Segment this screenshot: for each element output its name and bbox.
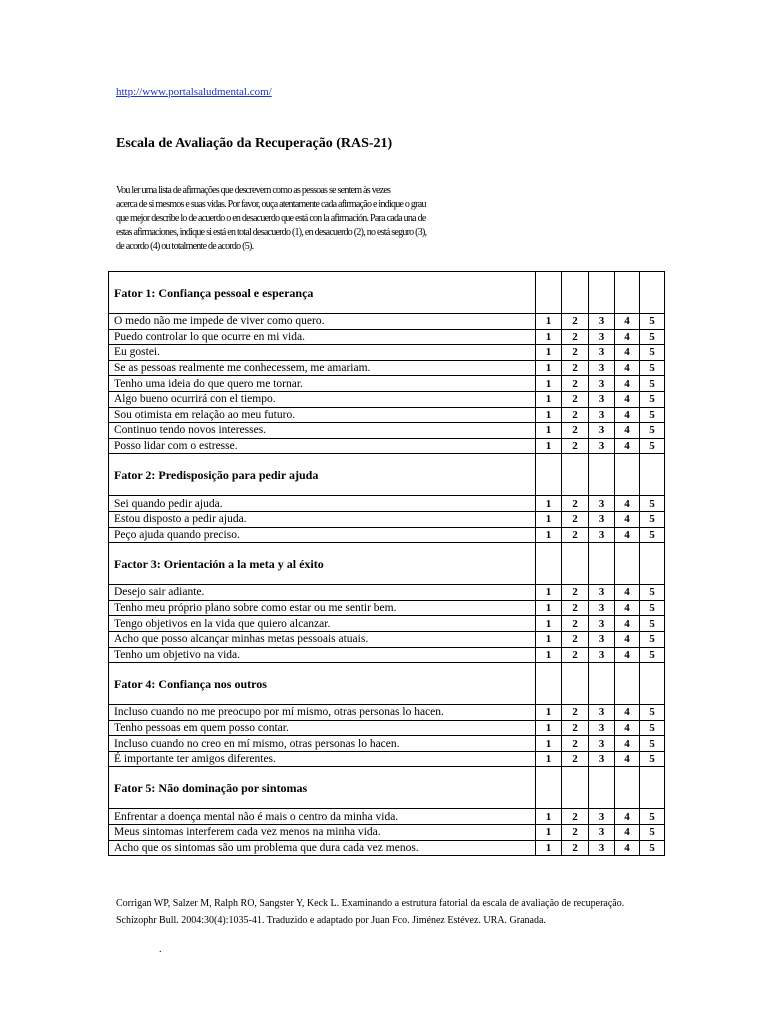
statement: Desejo sair adiante. [109, 585, 536, 601]
factor-header-row [109, 272, 665, 314]
empty-header-cell [640, 663, 665, 705]
rating-option-3[interactable]: 3 [589, 376, 615, 392]
rating-option-4[interactable]: 4 [615, 720, 640, 736]
rating-option-4[interactable]: 4 [615, 376, 640, 392]
rating-option-3[interactable]: 3 [589, 840, 615, 856]
empty-header-cell [562, 663, 589, 705]
citation [116, 895, 676, 929]
rating-option-3[interactable]: 3 [589, 527, 615, 543]
rating-option-3[interactable]: 3 [589, 329, 615, 345]
empty-header-cell [615, 454, 640, 496]
empty-header-cell [615, 663, 640, 705]
rating-option-5[interactable]: 5 [640, 751, 665, 767]
rating-option-1[interactable]: 1 [536, 423, 562, 439]
rating-option-2[interactable]: 2 [562, 585, 589, 601]
rating-option-2[interactable]: 2 [562, 496, 589, 512]
rating-option-3[interactable]: 3 [589, 720, 615, 736]
rating-option-4[interactable]: 4 [615, 705, 640, 721]
rating-option-5[interactable]: 5 [640, 647, 665, 663]
rating-option-1[interactable]: 1 [536, 314, 562, 330]
page-title: Escala de Avaliação da Recuperação (RAS-21) [116, 136, 393, 151]
citation-line: Schizophr Bull. 2004:30(4):1035-41. Traduzido e adaptado por Juan Fco. Jiménez Estévez. URA. Granada. [116, 915, 546, 926]
factor-header-row [109, 454, 665, 496]
rating-option-5[interactable]: 5 [640, 511, 665, 527]
rating-option-3[interactable]: 3 [589, 616, 615, 632]
rating-option-4[interactable]: 4 [615, 751, 640, 767]
rating-option-5[interactable]: 5 [640, 736, 665, 752]
table-row [109, 360, 665, 376]
rating-option-2[interactable]: 2 [562, 314, 589, 330]
empty-header-cell [640, 543, 665, 585]
rating-option-1[interactable]: 1 [536, 600, 562, 616]
rating-option-5[interactable]: 5 [640, 616, 665, 632]
statement: Tenho pessoas em quem posso contar. [109, 720, 536, 736]
rating-option-2[interactable]: 2 [562, 600, 589, 616]
instructions-line: de acordo (4) ou totalmente de acordo (5). [116, 241, 254, 252]
rating-option-4[interactable]: 4 [615, 585, 640, 601]
table-row [109, 736, 665, 752]
instructions-line: acerca de si mesmos e suas vidas. Por favor, ouça atentamente cada afirmação e indique o grau [116, 199, 426, 210]
rating-option-2[interactable]: 2 [562, 329, 589, 345]
rating-option-5[interactable]: 5 [640, 360, 665, 376]
rating-option-3[interactable]: 3 [589, 438, 615, 454]
table-row [109, 438, 665, 454]
factor-header-row [109, 767, 665, 809]
rating-option-1[interactable]: 1 [536, 840, 562, 856]
statement: Peço ajuda quando preciso. [109, 527, 536, 543]
factor-title: Factor 3: Orientación a la meta y al éxito [109, 543, 536, 585]
rating-option-4[interactable]: 4 [615, 840, 640, 856]
statement: Sou otimista em relação ao meu futuro. [109, 407, 536, 423]
table-row [109, 314, 665, 330]
rating-option-3[interactable]: 3 [589, 345, 615, 361]
rating-option-2[interactable]: 2 [562, 809, 589, 825]
rating-option-3[interactable]: 3 [589, 825, 615, 841]
empty-header-cell [562, 454, 589, 496]
statement: Eu gostei. [109, 345, 536, 361]
rating-option-5[interactable]: 5 [640, 585, 665, 601]
empty-header-cell [562, 767, 589, 809]
statement: Sei quando pedir ajuda. [109, 496, 536, 512]
rating-option-3[interactable]: 3 [589, 809, 615, 825]
rating-option-3[interactable]: 3 [589, 736, 615, 752]
rating-option-4[interactable]: 4 [615, 825, 640, 841]
empty-header-cell [589, 767, 615, 809]
rating-option-2[interactable]: 2 [562, 647, 589, 663]
rating-option-1[interactable]: 1 [536, 809, 562, 825]
rating-option-1[interactable]: 1 [536, 825, 562, 841]
rating-option-5[interactable]: 5 [640, 314, 665, 330]
rating-option-5[interactable]: 5 [640, 391, 665, 407]
rating-option-1[interactable]: 1 [536, 631, 562, 647]
rating-option-1[interactable]: 1 [536, 407, 562, 423]
empty-header-cell [562, 272, 589, 314]
rating-option-1[interactable]: 1 [536, 751, 562, 767]
rating-option-5[interactable]: 5 [640, 840, 665, 856]
rating-option-4[interactable]: 4 [615, 527, 640, 543]
rating-option-2[interactable]: 2 [562, 720, 589, 736]
rating-option-1[interactable]: 1 [536, 585, 562, 601]
statement: Algo bueno ocurrirá con el tiempo. [109, 391, 536, 407]
statement: Posso lidar com o estresse. [109, 438, 536, 454]
instructions-line: que mejor describe lo de acuerdo o en desacuerdo que está con la afirmación. Para cada una de [116, 213, 426, 224]
rating-option-1[interactable]: 1 [536, 616, 562, 632]
rating-option-3[interactable]: 3 [589, 360, 615, 376]
statement: Puedo controlar lo que ocurre en mi vida. [109, 329, 536, 345]
empty-header-cell [640, 767, 665, 809]
ras-scale-table [108, 271, 665, 856]
empty-header-cell [589, 543, 615, 585]
rating-option-5[interactable]: 5 [640, 720, 665, 736]
statement: Se as pessoas realmente me conhecessem, me amariam. [109, 360, 536, 376]
rating-option-2[interactable]: 2 [562, 345, 589, 361]
rating-option-2[interactable]: 2 [562, 407, 589, 423]
rating-option-1[interactable]: 1 [536, 360, 562, 376]
table-row [109, 705, 665, 721]
rating-option-4[interactable]: 4 [615, 329, 640, 345]
rating-option-4[interactable]: 4 [615, 496, 640, 512]
statement: Meus sintomas interferem cada vez menos na minha vida. [109, 825, 536, 841]
rating-option-4[interactable]: 4 [615, 391, 640, 407]
table-row [109, 751, 665, 767]
table-row [109, 647, 665, 663]
rating-option-1[interactable]: 1 [536, 647, 562, 663]
factor-title: Fator 1: Confiança pessoal e esperança [109, 272, 536, 314]
statement: É importante ter amigos diferentes. [109, 751, 536, 767]
rating-option-1[interactable]: 1 [536, 527, 562, 543]
table-row [109, 809, 665, 825]
rating-option-3[interactable]: 3 [589, 631, 615, 647]
rating-option-1[interactable]: 1 [536, 376, 562, 392]
factor-title: Fator 4: Confiança nos outros [109, 663, 536, 705]
instructions-paragraph [116, 184, 496, 254]
instructions-line: Vou ler uma lista de afirmações que descrevem como as pessoas se sentem às vezes [116, 185, 391, 196]
rating-option-4[interactable]: 4 [615, 360, 640, 376]
statement: Estou disposto a pedir ajuda. [109, 511, 536, 527]
empty-header-cell [640, 272, 665, 314]
rating-option-5[interactable]: 5 [640, 825, 665, 841]
rating-option-2[interactable]: 2 [562, 705, 589, 721]
rating-option-1[interactable]: 1 [536, 720, 562, 736]
rating-option-3[interactable]: 3 [589, 585, 615, 601]
rating-option-1[interactable]: 1 [536, 438, 562, 454]
portal-link[interactable]: http://www.portalsaludmental.com/ [116, 86, 272, 98]
rating-option-2[interactable]: 2 [562, 527, 589, 543]
rating-option-4[interactable]: 4 [615, 438, 640, 454]
rating-option-3[interactable]: 3 [589, 600, 615, 616]
rating-option-5[interactable]: 5 [640, 345, 665, 361]
rating-option-4[interactable]: 4 [615, 345, 640, 361]
rating-option-3[interactable]: 3 [589, 314, 615, 330]
table-row [109, 511, 665, 527]
rating-option-3[interactable]: 3 [589, 496, 615, 512]
empty-header-cell [536, 272, 562, 314]
empty-header-cell [536, 543, 562, 585]
table-row [109, 585, 665, 601]
factor-header-row [109, 663, 665, 705]
rating-option-5[interactable]: 5 [640, 407, 665, 423]
rating-option-4[interactable]: 4 [615, 631, 640, 647]
empty-header-cell [536, 767, 562, 809]
rating-option-2[interactable]: 2 [562, 631, 589, 647]
rating-option-4[interactable]: 4 [615, 616, 640, 632]
statement: Incluso cuando no me preocupo por mí mismo, otras personas lo hacen. [109, 705, 536, 721]
statement: O medo não me impede de viver como quero. [109, 314, 536, 330]
table-row [109, 840, 665, 856]
rating-option-5[interactable]: 5 [640, 705, 665, 721]
statement: Acho que posso alcançar minhas metas pessoais atuais. [109, 631, 536, 647]
rating-option-2[interactable]: 2 [562, 438, 589, 454]
empty-header-cell [615, 767, 640, 809]
empty-header-cell [589, 454, 615, 496]
statement: Enfrentar a doença mental não é mais o centro da minha vida. [109, 809, 536, 825]
rating-option-5[interactable]: 5 [640, 438, 665, 454]
statement: Tenho uma ideia do que quero me tornar. [109, 376, 536, 392]
rating-option-1[interactable]: 1 [536, 511, 562, 527]
statement: Continuo tendo novos interesses. [109, 423, 536, 439]
rating-option-5[interactable]: 5 [640, 631, 665, 647]
factor-header-row [109, 543, 665, 585]
rating-option-2[interactable]: 2 [562, 360, 589, 376]
rating-option-5[interactable]: 5 [640, 496, 665, 512]
rating-option-3[interactable]: 3 [589, 751, 615, 767]
table-row [109, 631, 665, 647]
rating-option-3[interactable]: 3 [589, 705, 615, 721]
rating-option-5[interactable]: 5 [640, 600, 665, 616]
rating-option-5[interactable]: 5 [640, 423, 665, 439]
statement: Tengo objetivos en la vida que quiero alcanzar. [109, 616, 536, 632]
rating-option-2[interactable]: 2 [562, 391, 589, 407]
empty-header-cell [640, 454, 665, 496]
factor-title: Fator 5: Não dominação por sintomas [109, 767, 536, 809]
table-row [109, 345, 665, 361]
rating-option-2[interactable]: 2 [562, 825, 589, 841]
rating-option-3[interactable]: 3 [589, 407, 615, 423]
empty-header-cell [589, 663, 615, 705]
rating-option-4[interactable]: 4 [615, 600, 640, 616]
table-row [109, 720, 665, 736]
rating-option-1[interactable]: 1 [536, 496, 562, 512]
rating-option-5[interactable]: 5 [640, 809, 665, 825]
table-row [109, 376, 665, 392]
statement: Incluso cuando no creo en mí mismo, otras personas lo hacen. [109, 736, 536, 752]
rating-option-2[interactable]: 2 [562, 840, 589, 856]
rating-option-2[interactable]: 2 [562, 736, 589, 752]
stray-mark: . [159, 944, 162, 955]
rating-option-1[interactable]: 1 [536, 705, 562, 721]
rating-option-3[interactable]: 3 [589, 511, 615, 527]
empty-header-cell [615, 272, 640, 314]
rating-option-3[interactable]: 3 [589, 423, 615, 439]
table-row [109, 391, 665, 407]
rating-option-4[interactable]: 4 [615, 314, 640, 330]
empty-header-cell [536, 663, 562, 705]
table-row [109, 496, 665, 512]
rating-option-1[interactable]: 1 [536, 345, 562, 361]
rating-option-2[interactable]: 2 [562, 423, 589, 439]
rating-option-5[interactable]: 5 [640, 527, 665, 543]
rating-option-3[interactable]: 3 [589, 647, 615, 663]
rating-option-2[interactable]: 2 [562, 616, 589, 632]
table-row [109, 600, 665, 616]
rating-option-4[interactable]: 4 [615, 809, 640, 825]
rating-option-4[interactable]: 4 [615, 423, 640, 439]
instructions-line: estas afirmaciones, indique si está en total desacuerdo (1), en desacuerdo (2), no está seguro (3), [116, 227, 427, 238]
statement: Tenho meu próprio plano sobre como estar ou me sentir bem. [109, 600, 536, 616]
table-row [109, 527, 665, 543]
rating-option-5[interactable]: 5 [640, 329, 665, 345]
table-row [109, 407, 665, 423]
citation-line: Corrigan WP, Salzer M, Ralph RO, Sangster Y, Keck L. Examinando a estrutura fatorial da escala de avaliação de recuperação. [116, 898, 625, 909]
rating-option-2[interactable]: 2 [562, 376, 589, 392]
rating-option-1[interactable]: 1 [536, 391, 562, 407]
table-row [109, 616, 665, 632]
rating-option-4[interactable]: 4 [615, 736, 640, 752]
empty-header-cell [536, 454, 562, 496]
table-row [109, 329, 665, 345]
rating-option-2[interactable]: 2 [562, 511, 589, 527]
table-row [109, 825, 665, 841]
rating-option-2[interactable]: 2 [562, 751, 589, 767]
rating-option-4[interactable]: 4 [615, 511, 640, 527]
rating-option-5[interactable]: 5 [640, 376, 665, 392]
rating-option-3[interactable]: 3 [589, 391, 615, 407]
empty-header-cell [562, 543, 589, 585]
rating-option-4[interactable]: 4 [615, 647, 640, 663]
statement: Acho que os sintomas são um problema que dura cada vez menos. [109, 840, 536, 856]
rating-option-4[interactable]: 4 [615, 407, 640, 423]
empty-header-cell [589, 272, 615, 314]
empty-header-cell [615, 543, 640, 585]
table-row [109, 423, 665, 439]
rating-option-1[interactable]: 1 [536, 329, 562, 345]
rating-option-1[interactable]: 1 [536, 736, 562, 752]
factor-title: Fator 2: Predisposição para pedir ajuda [109, 454, 536, 496]
statement: Tenho um objetivo na vida. [109, 647, 536, 663]
